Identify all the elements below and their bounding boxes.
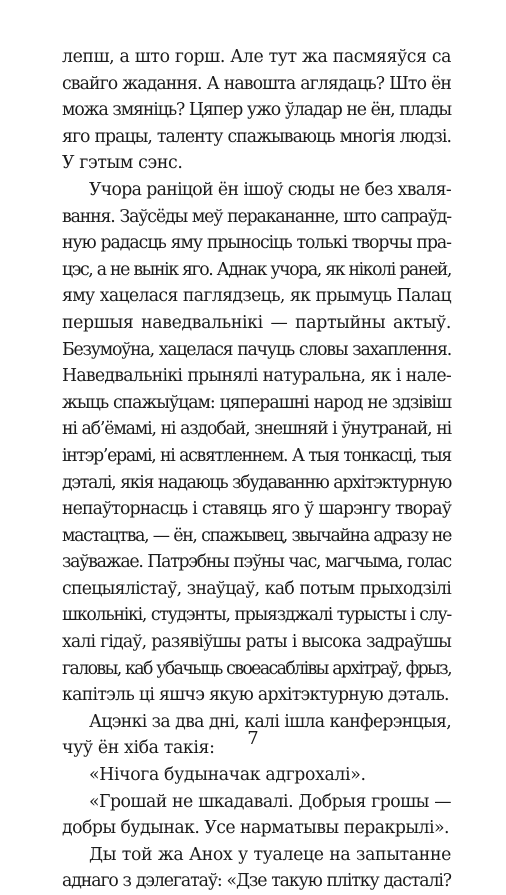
text-line: першыя наведвальнікі — партыйны актыў. bbox=[62, 312, 451, 333]
page-text-body bbox=[62, 44, 451, 895]
text-line: можа змяніць? Цяпер ужо ўладар не ён, плады bbox=[62, 100, 451, 121]
text-line: халі гідаў, разявіўшы раты і высока задраўшы bbox=[62, 632, 451, 653]
text-line: школьнікі, студэнты, прыязджалі турысты і слу- bbox=[62, 605, 451, 626]
text-line: заўважае. Патрэбны пэўны час, магчыма, голас bbox=[62, 552, 451, 573]
text-line: аднаго з дэлегатаў: «Дзе такую плітку дасталі? bbox=[62, 871, 451, 892]
text-line: Ацэнкі за два дні, калі ішла канферэнцыя, bbox=[89, 711, 451, 732]
text-line: лепш, а што горш. Але тут жа пасмяяўся са bbox=[62, 47, 451, 67]
text-line: Наведвальнікі прынялі натуральна, як і нале- bbox=[62, 366, 451, 387]
page-number: 7 bbox=[247, 728, 259, 749]
text-line: дэталі, якія надаюць збудаванню архітэктурную bbox=[62, 472, 451, 493]
text-line: спецыялістаў, знаўцаў, каб потым прыходзілі bbox=[62, 578, 451, 599]
text-line: У гэтым сэнс. bbox=[62, 153, 183, 174]
text-line: капітэль ці яшчэ якую архітэктурную дэталь. bbox=[62, 685, 449, 706]
text-line: інтэр’ерамі, ні асвятленнем. А тыя тонкасці, тыя bbox=[62, 445, 451, 466]
text-line: «Нічога будыначак адгрохалі». bbox=[89, 765, 366, 786]
text-line: ную радасць яму прыносіць толькі творчы пра- bbox=[62, 233, 451, 254]
text-line: мастацтва, — ён, спажывец, звычайна адразу не bbox=[62, 525, 451, 546]
text-line: Ды той жа Анох у туалеце на запытанне bbox=[89, 844, 451, 865]
text-line: жыць спажыўцам: цяперашні народ не здзівіш bbox=[62, 392, 451, 413]
text-line: свайго жадання. А навошта аглядаць? Што ён bbox=[62, 73, 451, 94]
text-line: добры будынак. Усе нарматывы перакрылі». bbox=[62, 818, 449, 839]
text-line: ні аб’ёмамі, ні аздобай, знешняй і ўнутранай, ні bbox=[62, 419, 451, 440]
text-line: «Грошай не шкадавалі. Добрыя грошы — bbox=[89, 791, 451, 812]
text-line: галовы, каб убачыць своеасаблівы архітраў, фрыз, bbox=[62, 658, 451, 679]
text-line: яму хацелася паглядзець, як прымуць Палац bbox=[62, 286, 451, 307]
text-line: чуў ён хіба такія: bbox=[62, 738, 215, 759]
text-line: Учора раніцой ён ішоў сюды не без хваля- bbox=[89, 179, 451, 200]
text-line: яго працы, таленту спажываюць многія людзі. bbox=[62, 126, 451, 147]
text-line: Безумоўна, хацелася пачуць словы захаплення. bbox=[62, 339, 451, 360]
text-line: непаўторнасць і ставяць яго ў шарэнгу твораў bbox=[62, 499, 451, 520]
text-line: вання. Заўсёды меў перакананне, што сапраўд- bbox=[62, 206, 451, 227]
text-line: цэс, а не вынік яго. Аднак учора, як ніколі раней, bbox=[62, 259, 451, 280]
